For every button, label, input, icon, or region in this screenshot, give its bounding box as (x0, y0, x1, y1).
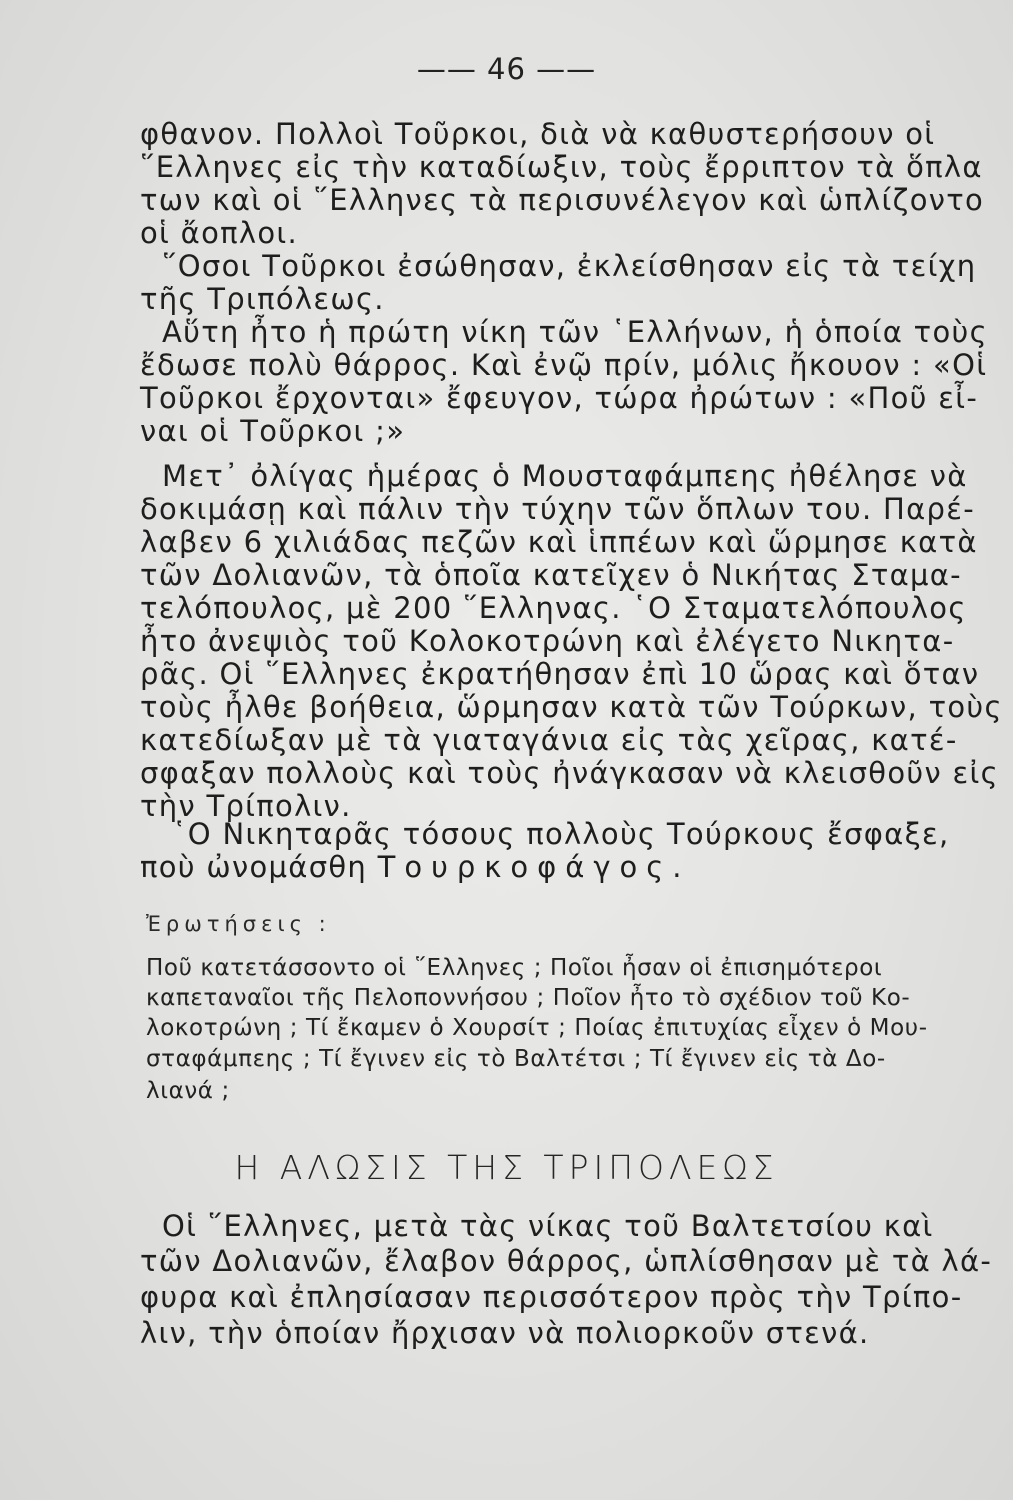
text-line: λιν, τὴν ὁποίαν ἤρχισαν νὰ πολιορκοῦν στενά. (140, 1316, 870, 1350)
text-line: σφαξαν πολλοὺς καὶ τοὺς ἠνάγκασαν νὰ κλεισθοῦν εἰς (140, 756, 999, 790)
text-line: ἔδωσε πολὺ θάρρος. Καὶ ἐνῷ πρίν, μόλις ἤκουον : «Οἱ (140, 348, 988, 382)
text-line: Τοῦρκοι ἔρχονται» ἔφευγον, τώρα ἠρώτων : «Ποῦ εἶ- (140, 381, 979, 415)
text-line: των καὶ οἱ ῞Ελληνες τὰ περισυνέλεγον καὶ ὡπλίζοντο (140, 183, 985, 217)
text-line: τοὺς ἦλθε βοήθεια, ὥρμησαν κατὰ τῶν Τούρκων, τοὺς (140, 690, 1003, 724)
question-line: λιανά ; (146, 1078, 230, 1104)
text-line: ῞Ελληνες εἰς τὴν καταδίωξιν, τοὺς ἔρριπτον τὰ ὅπλα (140, 150, 983, 184)
text-line: ναι οἱ Τοῦρκοι ;» (140, 414, 406, 448)
text-line: δοκιμάσῃ καὶ πάλιν τὴν τύχην τῶν ὅπλων του. Παρέ- (140, 492, 976, 526)
text-line: οἱ ἄοπλοι. (140, 216, 299, 250)
text-line: τῶν Δολιανῶν, τὰ ὁποῖα κατεῖχεν ὁ Νικήτας Σταμα- (140, 558, 962, 592)
question-line: σταφάμπεης ; Τί ἔγινεν εἰς τὸ Βαλτέτσι ; Τί ἔγινεν εἰς τὰ Δο- (146, 1046, 886, 1072)
text-line: ῞Οσοι Τοῦρκοι ἐσώθησαν, ἐκλείσθησαν εἰς τὰ τείχη (162, 249, 977, 283)
text-line: λαβεν 6 χιλιάδας πεζῶν καὶ ἱππέων καὶ ὥρμησε κατὰ (140, 525, 978, 559)
text-line (140, 851, 960, 884)
text-line: Οἱ ῞Ελληνες, μετὰ τὰς νίκας τοῦ Βαλτετσίου καὶ (162, 1209, 934, 1243)
text-line: τὴν Τρίπολιν. (140, 789, 352, 823)
text-line: ῾Ο Νικηταρᾶς τόσους πολλοὺς Τούρκους ἔσφαξε, (172, 817, 950, 851)
question-line: Ποῦ κατετάσσοντο οἱ ῞Ελληνες ; Ποῖοι ἦσαν οἱ ἐπισημότεροι (146, 955, 883, 981)
text-line: ρᾶς. Οἱ ῞Ελληνες ἐκρατήθησαν ἐπὶ 10 ὥρας καὶ ὅταν (140, 657, 980, 691)
page-number: —— 46 —— (416, 52, 597, 86)
question-line: καπεταναῖοι τῆς Πελοποννήσου ; Ποῖον ἦτο τὸ σχέδιον τοῦ Κο- (146, 985, 911, 1011)
text-line: κατεδίωξαν μὲ τὰ γιαταγάνια εἰς τὰς χεῖρας, κατέ- (140, 723, 958, 757)
text-fragment: ποὺ ὠνομάσθη (140, 850, 368, 884)
text-line: ἦτο ἀνεψιὸς τοῦ Κολοκοτρώνη καὶ ἐλέγετο Νικητα- (140, 624, 955, 658)
text-line: τῆς Τριπόλεως. (140, 282, 385, 316)
text-line: τῶν Δολιανῶν, ἔλαβον θάρρος, ὡπλίσθησαν μὲ τὰ λά- (140, 1244, 993, 1278)
text-line: Μετ᾽ ὀλίγας ἡμέρας ὁ Μουσταφάμπεης ἠθέλησε νὰ (162, 459, 968, 493)
text-line: φυρα καὶ ἐπλησίασαν περισσότερον πρὸς τὴν Τρίπο- (140, 1280, 963, 1314)
question-line: λοκοτρώνη ; Τί ἔκαμεν ὁ Χουρσίτ ; Ποίας ἐπιτυχίας εἶχεν ὁ Μου- (146, 1015, 928, 1041)
text-line: τελόπουλος, μὲ 200 ῞Ελληνας. ῾Ο Σταματελόπουλος (140, 591, 967, 625)
text-line: Αὕτη ἦτο ἡ πρώτη νίκη τῶν ῾Ελλήνων, ἡ ὁποία τοὺς (162, 315, 988, 349)
text-line: φθανον. Πολλοὶ Τοῦρκοι, διὰ νὰ καθυστερήσουν οἱ (140, 117, 936, 151)
questions-heading: Ἐρωτήσεις : (146, 912, 331, 936)
section-title: Η ΑΛΩΣΙΣ ΤΗΣ ΤΡΙΠΟΛΕΩΣ (234, 1148, 779, 1187)
nickname-spaced: Τουρκοφάγος. (377, 850, 691, 884)
